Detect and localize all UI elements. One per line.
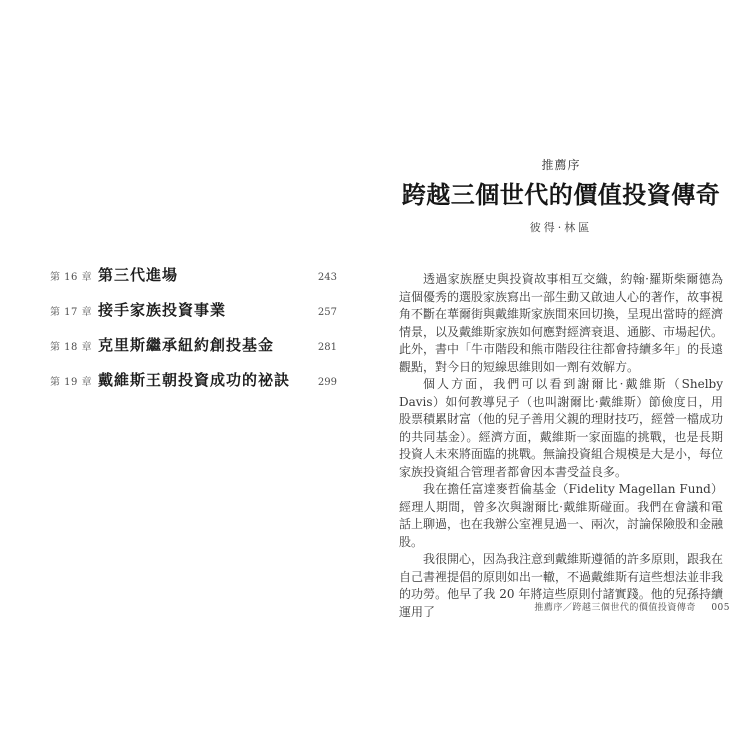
folio-page-number: 005 xyxy=(711,603,730,613)
section-label: 推薦序 xyxy=(541,158,581,172)
toc-entry xyxy=(50,334,337,369)
toc-entry xyxy=(50,369,337,404)
toc-page-number: 281 xyxy=(317,342,337,353)
preface-heading xyxy=(399,156,723,235)
body-paragraph: 我很開心，因為我注意到戴維斯遵循的許多原則，跟我在自己書裡提倡的原則如出一轍，不過戴維斯有這些想法並非我的功勞。他早了我 20 年將這些原則付諸實踐。他的兒孫持續運用了 xyxy=(399,552,724,619)
toc-chapter-title: 戴維斯王朝投資成功的祕訣 xyxy=(98,371,291,389)
body-paragraph: 我在擔任富達麥哲倫基金（Fidelity Magellan Fund）經理人期間，曾多次與謝爾比·戴維斯碰面。我們在會議和電話上聊過，也在我辦公室裡見過一、兩次，討論保險股和金融股。 xyxy=(399,482,724,549)
toc-page-number: 257 xyxy=(317,307,337,318)
page-title: 跨越三個世代的價值投資傳奇 xyxy=(401,180,721,209)
toc-chapter-title: 接手家族投資事業 xyxy=(98,301,227,319)
body-paragraph: 個人方面，我們可以看到謝爾比·戴維斯（Shelby Davis）如何教導兒子（也叫謝爾比·戴維斯）節儉度日，用股票積累財富（他的兒子善用父親的理財技巧，經營一檔成功的共同基金）。經濟方面，戴維斯一家面臨的挑戰，也是長期投資人未來將面臨的挑戰。無論投資組合規模是大是小，每位家族投資組合管理者都會因本書受益良多。 xyxy=(399,377,724,479)
toc-chapter-title: 第三代進場 xyxy=(98,266,179,284)
toc-chapter-label: 第 16 章 xyxy=(50,272,93,283)
author-name: 彼得·林區 xyxy=(529,220,593,234)
preface-body xyxy=(399,271,723,621)
page-footer xyxy=(534,600,730,613)
toc-page-number: 299 xyxy=(317,377,337,388)
toc-page-number: 243 xyxy=(317,272,337,283)
body-paragraph: 透過家族歷史與投資故事相互交織，約翰·羅斯柴爾德為這個優秀的選股家族寫出一部生動又啟迪人心的著作，故事視角不斷在華爾街與戴維斯家族間來回切換，呈現出當時的經濟情景，以及戴維斯家族如何應對經濟衰退、通膨、市場起伏。此外，書中「牛市階段和熊市階段往往都會持續多年」的長遠觀點，對今日的短線思維則如一劑有效解方。 xyxy=(399,272,724,374)
table-of-contents xyxy=(50,264,337,404)
toc-chapter-label: 第 19 章 xyxy=(50,377,93,388)
running-title: 推薦序／跨越三個世代的價值投資傳奇 xyxy=(534,603,696,613)
toc-chapter-label: 第 18 章 xyxy=(50,342,93,353)
toc-entry xyxy=(50,299,337,334)
toc-entry xyxy=(50,264,337,299)
toc-chapter-title: 克里斯繼承紐約創投基金 xyxy=(98,336,275,354)
toc-chapter-label: 第 17 章 xyxy=(50,307,93,318)
